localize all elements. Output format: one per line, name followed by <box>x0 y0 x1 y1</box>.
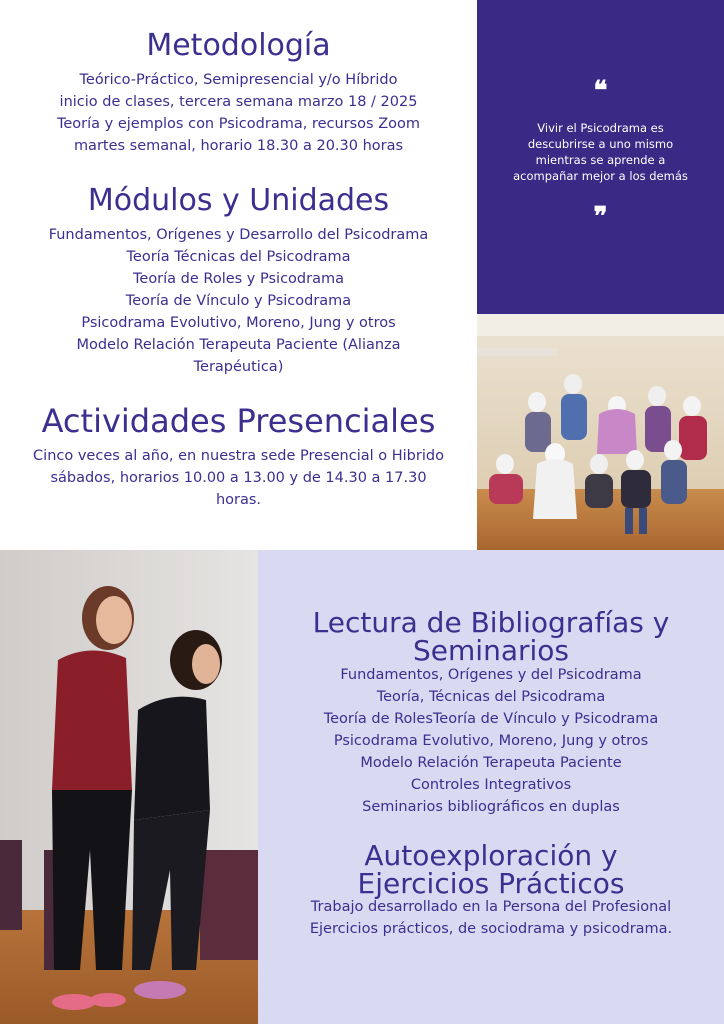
modulos-line: Modelo Relación Terapeuta Paciente (Alianza <box>76 337 401 353</box>
actividades-line: Cinco veces al año, en nuestra sede Presencial o Hibrido <box>33 448 444 464</box>
metodologia-title: Metodología <box>146 28 331 63</box>
group-masks-photo <box>477 314 724 550</box>
metodologia-line: inicio de clases, tercera semana marzo 18 / 2025 <box>59 94 418 110</box>
lectura-line: Psicodrama Evolutivo, Moreno, Jung y otros <box>333 733 649 749</box>
autoexploracion-text <box>258 896 724 940</box>
lectura-line: Controles Integrativos <box>410 777 572 793</box>
lectura-line: Seminarios bibliográficos en duplas <box>362 799 620 815</box>
two-women-photo <box>0 550 258 1024</box>
top-left-panel <box>0 0 477 550</box>
quote-line: mientras se aprende a <box>535 153 666 167</box>
lectura-line: Teoría, Técnicas del Psicodrama <box>376 689 606 705</box>
lectura-title <box>258 606 724 667</box>
autoexploracion-title <box>258 839 724 900</box>
lectura-line: Modelo Relación Terapeuta Paciente <box>360 755 622 771</box>
metodologia-line: Teoría y ejemplos con Psicodrama, recursos Zoom <box>56 116 421 132</box>
modulos-line: Teoría de Vínculo y Psicodrama <box>125 293 352 309</box>
quote-line: Vivir el Psicodrama es <box>537 121 664 135</box>
quote-text <box>497 120 704 184</box>
modulos-line: Teoría Técnicas del Psicodrama <box>126 249 351 265</box>
actividades-text <box>10 445 467 511</box>
quote-box <box>477 0 724 314</box>
metodologia-text <box>10 69 467 157</box>
quote-line: descubrirse a uno mismo <box>527 137 674 151</box>
actividades-line: sábados, horarios 10.00 a 13.00 y de 14.30 a 17.30 <box>50 470 427 486</box>
autoexploracion-title-line: Autoexploración y <box>364 839 618 872</box>
actividades-line: horas. <box>215 492 262 508</box>
autoexploracion-line: Ejercicios prácticos, de sociodrama y psicodrama. <box>309 921 673 937</box>
two-women-illustration <box>0 550 258 1024</box>
autoexploracion-title-line: Ejercicios Prácticos <box>357 867 625 900</box>
metodologia-line: Teórico-Práctico, Semipresencial y/o Híbrido <box>79 72 398 88</box>
lectura-line: Teoría de RolesTeoría de Vínculo y Psicodrama <box>323 711 659 727</box>
lectura-title-line: Seminarios <box>413 634 569 667</box>
modulos-line: Fundamentos, Orígenes y Desarrollo del Psicodrama <box>48 227 429 243</box>
modulos-line: Teoría de Roles y Psicodrama <box>133 271 344 287</box>
modulos-text <box>10 224 467 378</box>
lectura-text <box>258 664 724 818</box>
modulos-title: Módulos y Unidades <box>87 183 390 218</box>
autoexploracion-line: Trabajo desarrollado en la Persona del Profesional <box>310 899 672 915</box>
group-masks-illustration <box>477 314 724 550</box>
quote-line: acompañar mejor a los demás <box>513 169 688 183</box>
actividades-title: Actividades Presenciales <box>41 402 436 440</box>
open-quote-icon: ❝ <box>593 76 608 106</box>
modulos-line: Terapéutica) <box>193 359 284 375</box>
close-quote-icon: ❞ <box>593 202 608 232</box>
lectura-title-line: Lectura de Bibliografías y <box>312 606 670 639</box>
modulos-line: Psicodrama Evolutivo, Moreno, Jung y otros <box>81 315 396 331</box>
lectura-line: Fundamentos, Orígenes y del Psicodrama <box>340 667 642 683</box>
metodologia-line: martes semanal, horario 18.30 a 20.30 horas <box>73 138 404 154</box>
bottom-right-panel <box>258 550 724 1024</box>
